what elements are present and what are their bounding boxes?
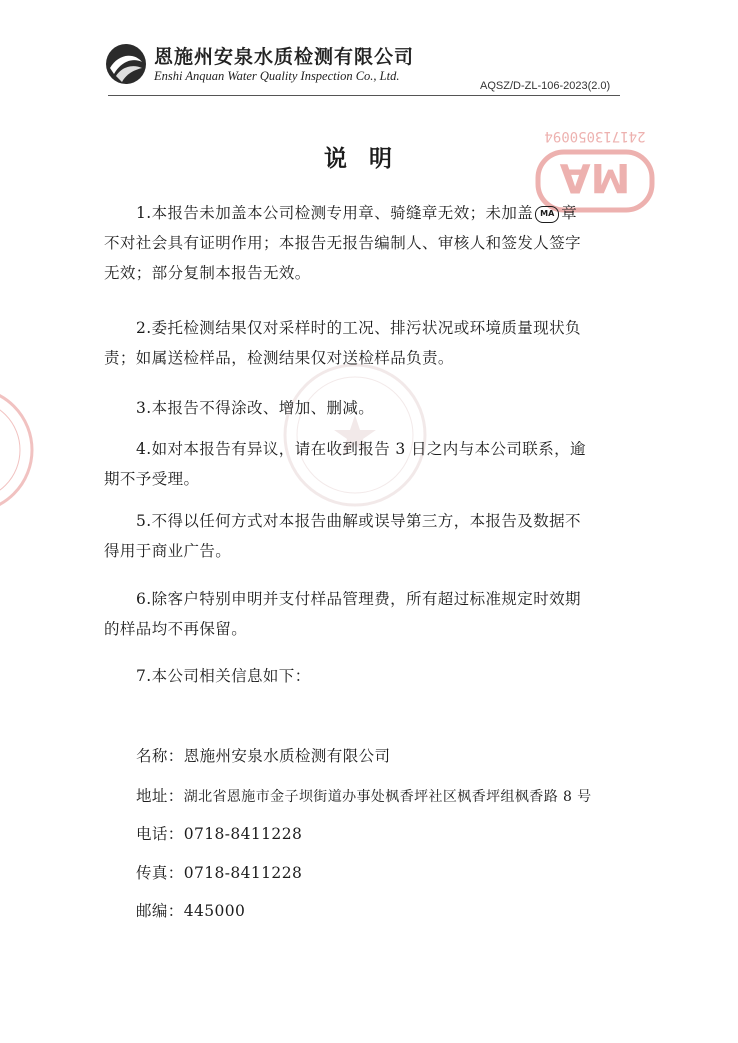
note-paragraph-2	[104, 313, 626, 373]
info-address-value: 湖北省恩施市金子坝街道办事处枫香坪社区枫香坪组枫香路 8 号	[183, 789, 592, 805]
note-2-line-2: 责；如属送检样品，检测结果仅对送检样品负责。	[104, 349, 454, 367]
note-6-line-1: 6.除客户特别申明并支付样品管理费，所有超过标准规定时效期	[136, 590, 581, 608]
note-2-line-1: 2.委托检测结果仅对采样时的工况、排污状况或环境质量现状负	[136, 319, 581, 337]
seam-stamp	[0, 380, 40, 520]
company-name-cn: 恩施州安泉水质检测有限公司	[154, 46, 415, 68]
header-divider	[108, 95, 620, 96]
info-fax-value: 0718-8411228	[183, 864, 303, 882]
info-postcode-label: 邮编：	[136, 902, 184, 920]
info-name-label: 名称：	[136, 747, 184, 765]
document-code: AQSZ/D-ZL-106-2023(2.0)	[480, 80, 611, 92]
note-1-line-1a: 1.本报告未加盖本公司检测专用章、骑缝章无效；未加盖	[136, 204, 534, 222]
info-phone	[136, 822, 302, 844]
note-4-line-2: 期不予受理。	[104, 470, 200, 488]
info-name	[136, 744, 390, 766]
note-paragraph-7	[104, 661, 626, 691]
note-1-line-3: 无效；部分复制本报告无效。	[104, 264, 311, 282]
company-name-en: Enshi Anquan Water Quality Inspection Co., Ltd.	[154, 69, 400, 83]
info-postcode	[136, 899, 245, 921]
info-fax-label: 传真：	[136, 864, 184, 882]
page-title: 说明	[324, 146, 414, 172]
company-logo	[104, 42, 148, 86]
info-address	[136, 784, 592, 806]
note-5-line-1: 5.不得以任何方式对本报告曲解或误导第三方，本报告及数据不	[136, 512, 581, 530]
info-address-label: 地址：	[136, 787, 184, 805]
note-paragraph-4	[104, 434, 626, 494]
note-5-line-2: 得用于商业广告。	[104, 542, 232, 560]
cma-mark-icon: MA	[535, 206, 559, 223]
note-1-line-1b: 章	[561, 204, 578, 222]
info-name-value: 恩施州安泉水质检测有限公司	[183, 747, 391, 765]
info-phone-value: 0718-8411228	[183, 825, 303, 843]
svg-text:241713050094: 241713050094	[544, 128, 646, 144]
note-paragraph-1	[104, 198, 626, 288]
note-1-line-2: 不对社会具有证明作用；本报告无报告编制人、审核人和签发人签字	[104, 234, 582, 252]
note-3-line-1: 3.本报告不得涂改、增加、删减。	[136, 399, 375, 417]
note-paragraph-3	[104, 393, 626, 423]
info-phone-label: 电话：	[136, 825, 184, 843]
note-7-line-1: 7.本公司相关信息如下：	[136, 667, 311, 685]
note-paragraph-5	[104, 506, 626, 566]
note-4-line-1: 4.如对本报告有异议，请在收到报告 3 日之内与本公司联系，逾	[136, 440, 586, 458]
note-6-line-2: 的样品均不再保留。	[104, 620, 248, 638]
svg-text:MA: MA	[559, 154, 631, 200]
info-fax	[136, 861, 302, 883]
info-postcode-value: 445000	[183, 902, 246, 920]
note-paragraph-6	[104, 584, 626, 644]
